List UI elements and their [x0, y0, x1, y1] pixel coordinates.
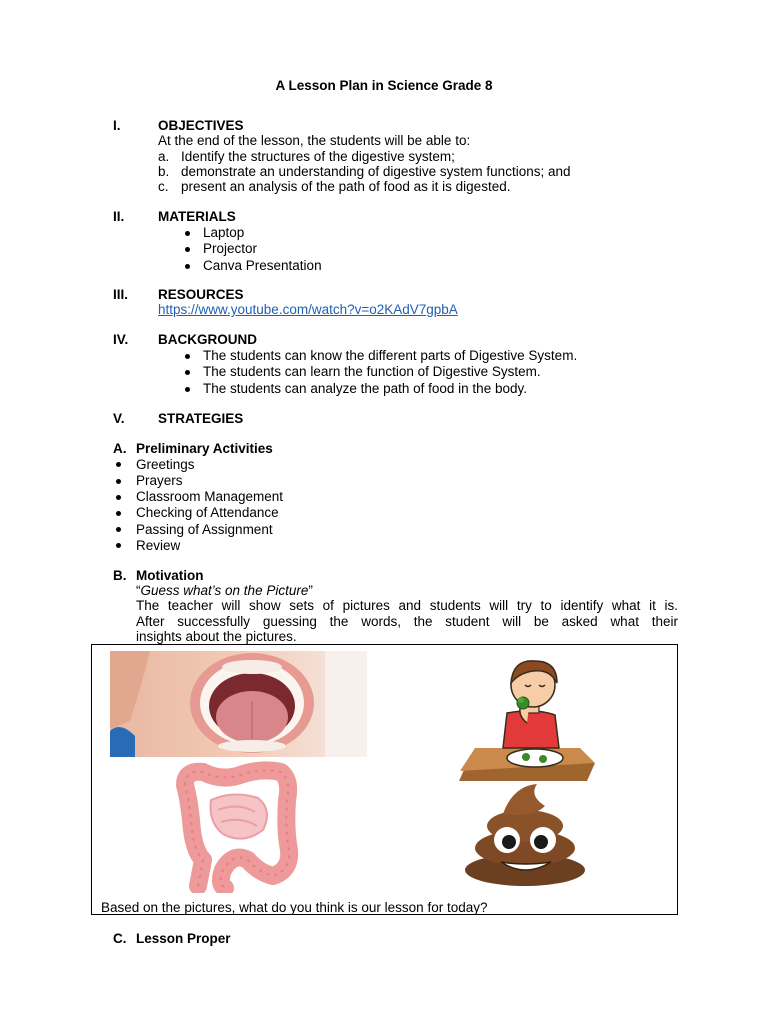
objective-item: present an analysis of the path of food as it is digested. — [181, 179, 511, 194]
motivation-game-title: “Guess what’s on the Picture” — [136, 583, 313, 598]
page-title: A Lesson Plan in Science Grade 8 — [275, 78, 493, 93]
subsection-heading-lesson-proper: Lesson Proper — [136, 931, 231, 946]
material-item: Projector — [203, 241, 258, 256]
preliminary-item: Checking of Attendance — [136, 505, 279, 520]
bullet-icon — [185, 370, 190, 375]
section-heading-background: BACKGROUND — [158, 332, 257, 347]
material-item: Canva Presentation — [203, 258, 322, 273]
poop-emoji-picture — [463, 782, 587, 886]
background-item: The students can know the different parts of Digestive System. — [203, 348, 578, 363]
subsection-label: C. — [113, 931, 127, 946]
bullet-icon — [116, 495, 121, 500]
material-item: Laptop — [203, 225, 245, 240]
section-number-objectives: I. — [113, 118, 121, 133]
bullet-icon — [185, 231, 190, 236]
objective-marker: b. — [158, 164, 170, 179]
bullet-icon — [185, 387, 190, 392]
bullet-icon — [116, 543, 121, 548]
bullet-icon — [185, 247, 190, 252]
objective-marker: c. — [158, 179, 169, 194]
subsection-heading-preliminary: Preliminary Activities — [136, 441, 273, 456]
section-heading-strategies: STRATEGIES — [158, 411, 244, 426]
background-item: The students can analyze the path of food in the body. — [203, 381, 527, 396]
subsection-label: B. — [113, 568, 127, 583]
section-number-background: IV. — [113, 332, 129, 347]
preliminary-item: Greetings — [136, 457, 195, 472]
preliminary-item: Review — [136, 538, 181, 553]
section-heading-resources: RESOURCES — [158, 287, 244, 302]
large-intestine-picture — [163, 760, 303, 893]
motivation-description-line: The teacher will show sets of pictures and students will try to identify what it is. — [136, 598, 678, 613]
section-number-strategies: V. — [113, 411, 125, 426]
resource-link[interactable]: https://www.youtube.com/watch?v=o2KAdV7gpbA — [158, 302, 458, 317]
preliminary-item: Passing of Assignment — [136, 522, 273, 537]
objectives-intro: At the end of the lesson, the students will be able to: — [158, 133, 471, 148]
section-number-materials: II. — [113, 209, 125, 224]
objective-item: Identify the structures of the digestive system; — [181, 149, 455, 164]
section-heading-materials: MATERIALS — [158, 209, 236, 224]
background-item: The students can learn the function of Digestive System. — [203, 364, 541, 379]
objective-item: demonstrate an understanding of digestive system functions; and — [181, 164, 571, 179]
bullet-icon — [116, 462, 121, 467]
bullet-icon — [116, 511, 121, 516]
bullet-icon — [185, 354, 190, 359]
preliminary-item: Classroom Management — [136, 489, 284, 504]
subsection-label: A. — [113, 441, 127, 456]
bullet-icon — [185, 264, 190, 269]
open-mouth-picture — [110, 651, 367, 757]
section-heading-objectives: OBJECTIVES — [158, 118, 244, 133]
preliminary-item: Prayers — [136, 473, 183, 488]
motivation-description-line: After successfully guessing the words, the student will be asked what their — [136, 614, 678, 629]
section-number-resources: III. — [113, 287, 129, 302]
boy-eating-picture — [455, 653, 601, 783]
motivation-question: Based on the pictures, what do you think is our lesson for today? — [101, 900, 488, 915]
bullet-icon — [116, 479, 121, 484]
objective-marker: a. — [158, 149, 170, 164]
motivation-description-line: insights about the pictures. — [136, 629, 297, 644]
subsection-heading-motivation: Motivation — [136, 568, 204, 583]
bullet-icon — [116, 527, 121, 532]
